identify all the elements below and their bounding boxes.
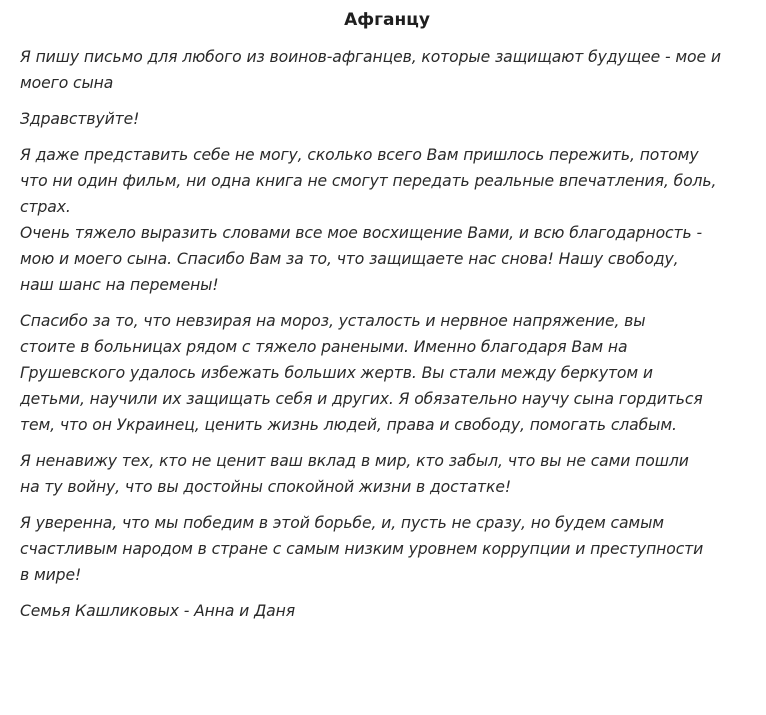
text-line: Я пишу письмо для любого из воинов-афганцев, которые защищают будущее - мое и [20, 48, 721, 66]
paragraph-intro [20, 44, 754, 96]
letter-title: Афганцу [344, 10, 430, 30]
text-line: счастливым народом в стране с самым низким уровнем коррупции и преступности [20, 540, 704, 558]
text-line: детьми, научили их защищать себя и других. Я обязательно научу сына гордиться [20, 390, 703, 408]
text-line: Я ненавижу тех, кто не ценит ваш вклад в мир, кто забыл, что вы не сами пошли [20, 452, 689, 470]
paragraph-belief [20, 510, 754, 588]
paragraph-greeting [20, 106, 754, 132]
text-line: Грушевского удалось избежать больших жертв. Вы стали между беркутом и [20, 364, 653, 382]
text-line: стоите в больницах рядом с тяжело ранеными. Именно благодаря Вам на [20, 338, 628, 356]
text-line: на ту войну, что вы достойны спокойной жизни в достатке! [20, 478, 511, 496]
text-line: Спасибо за то, что невзирая на мороз, усталость и нервное напряжение, вы [20, 312, 646, 330]
text-line: Я уверенна, что мы победим в этой борьбе, и, пусть не сразу, но будем самым [20, 514, 664, 532]
text-line: наш шанс на перемены! [20, 276, 219, 294]
paragraph-gratitude [20, 142, 754, 298]
text-line: мою и моего сына. Спасибо Вам за то, что защищаете нас снова! Нашу свободу, [20, 250, 679, 268]
text-line: Семья Кашликовых - Анна и Даня [20, 602, 295, 620]
text-line: Я даже представить себе не могу, сколько всего Вам пришлось пережить, потому [20, 146, 699, 164]
text-line: моего сына [20, 74, 114, 92]
letter-signature [20, 598, 754, 624]
text-line: что ни один фильм, ни одна книга не смогут передать реальные впечатления, боль, [20, 172, 717, 190]
paragraph-thanks [20, 308, 754, 438]
text-line: страх. [20, 198, 71, 216]
text-line: Здравствуйте! [20, 110, 140, 128]
paragraph-hate [20, 448, 754, 500]
text-line: в мире! [20, 566, 82, 584]
text-line: тем, что он Украинец, ценить жизнь людей, права и свободу, помогать слабым. [20, 416, 677, 434]
text-line: Очень тяжело выразить словами все мое восхищение Вами, и всю благодарность - [20, 224, 702, 242]
